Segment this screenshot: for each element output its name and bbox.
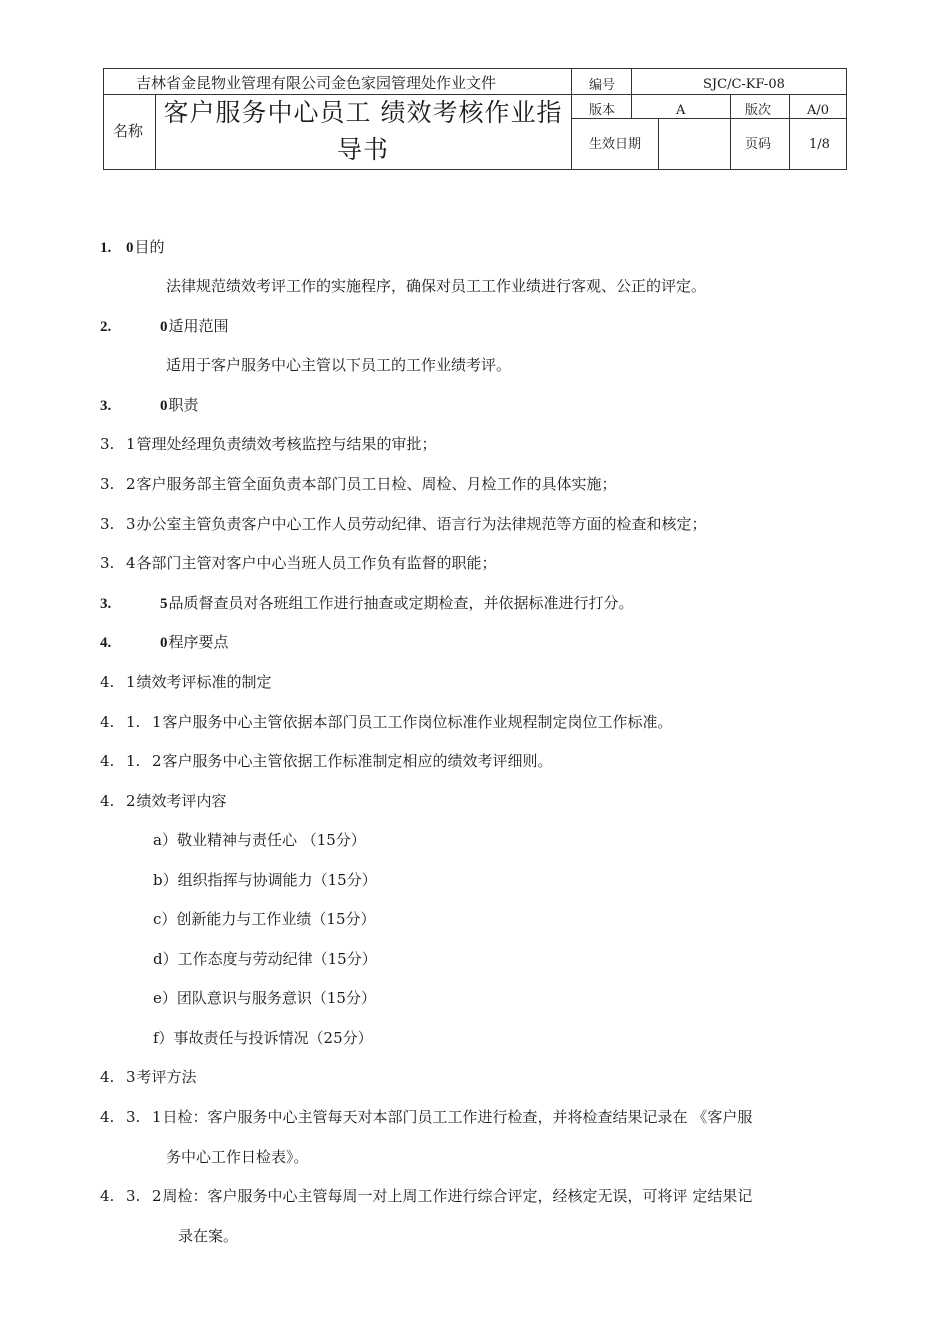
section-subnumber: 3. (126, 1187, 141, 1205)
body-line (153, 830, 366, 850)
section-subnumber: 2 (152, 752, 162, 770)
section-subnumber: 1 (152, 713, 162, 731)
body-line (100, 514, 707, 534)
page-number: 1/8 (809, 137, 830, 152)
section-text: 办公室主管负责客户中心工作人员劳动纪律、语言行为法律规范等方面的检查和核定； (136, 515, 707, 533)
document-title: 客户服务中心员工 绩效考核作业指导书 (163, 98, 563, 164)
section-subnumber: 3 (126, 1068, 136, 1086)
section-text: a）敬业精神与责任心 （15分） (153, 831, 366, 849)
section-number: 1. (100, 240, 112, 256)
section-subnumber: 0 (126, 240, 134, 256)
body-line (100, 316, 229, 337)
body-line (100, 593, 634, 614)
section-text: f）事故责任与投诉情况（25分） (153, 1029, 373, 1047)
section-subnumber: 2 (126, 475, 136, 493)
document-header-table (103, 68, 847, 170)
section-text: 日检：客户服务中心主管每天对本部门员工工作进行检查，并将检查结果记录在 《客户服 (162, 1108, 753, 1126)
section-subnumber: 1 (126, 435, 136, 453)
section-number: 2. (100, 319, 112, 335)
section-subnumber: 1. (126, 752, 141, 770)
body-line (153, 988, 376, 1008)
section-number: 3. (100, 475, 115, 493)
section-text: 周检：客户服务中心主管每周一对上周工作进行综合评定，经核定无误，可将评 定结果记 (162, 1187, 753, 1205)
body-line (153, 1028, 373, 1048)
section-text: 绩效考评标准的制定 (136, 673, 272, 691)
section-number: 3. (100, 398, 112, 414)
body-line (166, 276, 706, 296)
section-text: c）创新能力与工作业绩（15分） (153, 910, 376, 928)
section-text: 职责 (168, 396, 199, 414)
section-number: 3. (100, 596, 112, 612)
body-line (100, 1067, 197, 1087)
section-text: 适用范围 (168, 317, 229, 335)
page-label: 页码 (745, 137, 772, 152)
company-name: 吉林省金昆物业管理有限公司金色家园管理处作业文件 (136, 74, 497, 92)
section-subnumber: 2 (152, 1187, 162, 1205)
section-text: 各部门主管对客户中心当班人员工作负有监督的职能； (136, 554, 497, 572)
effective-date-label: 生效日期 (589, 137, 642, 152)
section-subnumber: 4 (126, 554, 136, 572)
section-text: b）组织指挥与协调能力（15分） (153, 871, 377, 889)
body-line (100, 395, 199, 416)
section-text: 适用于客户服务中心主管以下员工的工作业绩考评。 (166, 356, 512, 374)
section-text: 客户服务中心主管依据本部门员工工作岗位标准作业规程制定岗位工作标准。 (162, 713, 673, 731)
section-text: 绩效考评内容 (136, 792, 227, 810)
code-value: SJC/C-KF-08 (703, 77, 785, 92)
section-number: 4. (100, 713, 115, 731)
section-number: 3. (100, 515, 115, 533)
section-subnumber: 3 (126, 515, 136, 533)
section-text: 考评方法 (136, 1068, 197, 1086)
version-label: 版本 (589, 103, 616, 118)
section-text: 客户服务部主管全面负责本部门员工日检、周检、月检工作的具体实施； (136, 475, 617, 493)
body-line (100, 751, 553, 771)
section-number: 4. (100, 1108, 115, 1126)
section-subnumber: 1 (152, 1108, 162, 1126)
section-subnumber: 1 (126, 673, 136, 691)
body-line (166, 1147, 309, 1167)
edition-value: A/0 (807, 103, 830, 118)
body-line (153, 909, 376, 929)
section-number: 4. (100, 752, 115, 770)
section-text: 客户服务中心主管依据工作标准制定相应的绩效考评细则。 (162, 752, 553, 770)
body-line (100, 632, 229, 653)
body-line (100, 791, 227, 811)
section-subnumber: 0 (160, 319, 168, 335)
edition-label: 版次 (745, 103, 772, 118)
section-text: 务中心工作日检表》。 (166, 1148, 309, 1166)
section-subnumber: 0 (160, 635, 168, 651)
section-number: 3. (100, 435, 115, 453)
code-label: 编号 (589, 78, 616, 93)
section-text: 录在案。 (178, 1227, 239, 1245)
body-line (100, 434, 437, 454)
body-line (100, 1107, 752, 1127)
body-line (100, 237, 165, 258)
version-value: A (676, 103, 686, 118)
section-number: 4. (100, 792, 115, 810)
section-number: 4. (100, 635, 112, 651)
section-subnumber: 2 (126, 792, 136, 810)
section-subnumber: 1. (126, 713, 141, 731)
body-line (178, 1226, 238, 1246)
body-line (100, 672, 272, 692)
body-line (100, 474, 617, 494)
section-text: 目的 (134, 238, 165, 256)
section-text: 管理处经理负责绩效考核监控与结果的审批； (136, 435, 437, 453)
section-text: e）团队意识与服务意识（15分） (153, 989, 376, 1007)
body-line (100, 1186, 752, 1206)
body-line (153, 870, 377, 890)
section-text: 法律规范绩效考评工作的实施程序，确保对员工工作业绩进行客观、公正的评定。 (166, 277, 707, 295)
name-label: 名称 (113, 122, 144, 140)
body-line (153, 949, 377, 969)
section-number: 3. (100, 554, 115, 572)
section-subnumber: 5 (160, 596, 168, 612)
body-line (166, 355, 511, 375)
section-number: 4. (100, 1068, 115, 1086)
section-text: 品质督查员对各班组工作进行抽查或定期检查，并依据标准进行打分。 (168, 594, 634, 612)
section-number: 4. (100, 673, 115, 691)
section-subnumber: 0 (160, 398, 168, 414)
body-line (100, 553, 497, 573)
section-number: 4. (100, 1187, 115, 1205)
section-text: d）工作态度与劳动纪律（15分） (153, 950, 377, 968)
body-line (100, 712, 673, 732)
section-subnumber: 3. (126, 1108, 141, 1126)
section-text: 程序要点 (168, 633, 229, 651)
